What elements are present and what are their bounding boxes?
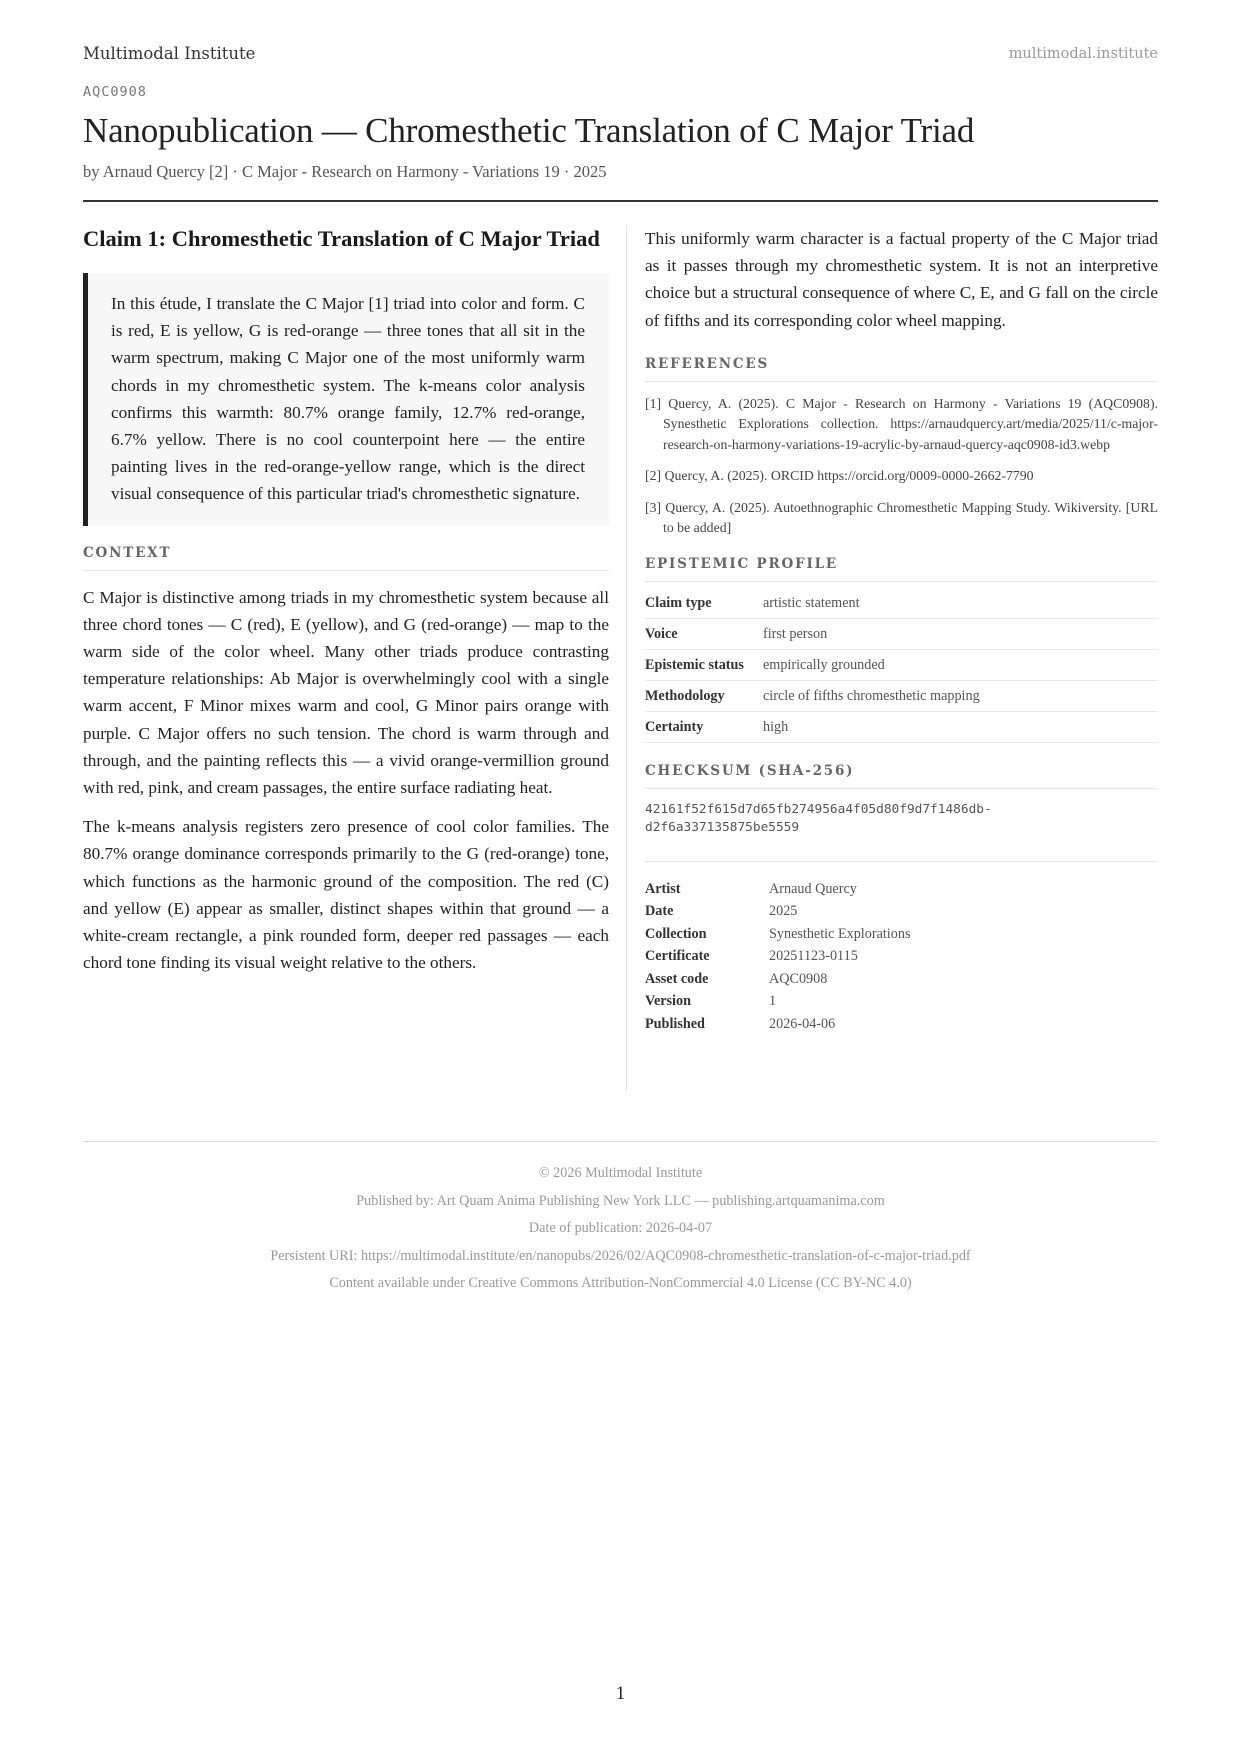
footer-publisher[interactable]: Published by: Art Quam Anima Publishing New York LLC — publishing.artquamanima.com — [356, 1192, 885, 1209]
epistemic-value: empirically grounded — [763, 649, 1158, 680]
epistemic-key: Claim type — [645, 588, 763, 619]
metadata-value: 1 — [769, 993, 777, 1010]
metadata-key: Date — [645, 903, 674, 920]
checksum-line: 42161f52f615d7d65fb274956a4f05d80f9d7f1486db- — [645, 801, 992, 817]
table-row — [645, 923, 910, 946]
epistemic-value: first person — [763, 618, 1158, 649]
metadata-value: Arnaud Quercy — [769, 880, 857, 897]
footer-publication-date: Date of publication: 2026-04-07 — [528, 1220, 713, 1236]
header-rule — [83, 200, 1158, 202]
metadata-key: Version — [645, 993, 691, 1010]
epistemic-value: circle of fifths chromesthetic mapping — [763, 680, 1158, 711]
metadata-key: Asset code — [645, 970, 709, 987]
table-row — [645, 711, 1158, 742]
table-row — [645, 680, 1158, 711]
table-row — [645, 990, 910, 1013]
page-title: Nanopublication — Chromesthetic Translation of C Major Triad — [83, 111, 975, 150]
checksum-value — [645, 801, 1158, 838]
table-row — [645, 618, 1158, 649]
metadata-key: Collection — [645, 925, 707, 942]
footer — [83, 1160, 1158, 1298]
site-link[interactable]: multimodal.institute — [1008, 46, 1158, 62]
metadata-key: Published — [645, 1015, 705, 1032]
epistemic-profile-table — [645, 588, 1158, 743]
claim-quote: In this étude, I translate the C Major [1] triad into color and form. C is red, E is yellow, G is red-orange — three tones that all sit in the warm spectrum, making C Major one of the most uniformly warm chords in my chromesthetic system. The k-means color analysis confirms this warmth: 80.7% orange family, 12.7% red-orange, 6.7% yellow. There is no cool counterpoint here — the entire painting lives in the red-orange-yellow range, which is the direct visual consequence of this particular triad's chromesthetic signature. — [83, 273, 609, 526]
metadata-table — [645, 878, 910, 1036]
table-row — [645, 968, 910, 991]
metadata-value: 20251123-0115 — [769, 948, 858, 965]
byline: by Arnaud Quercy [2] · C Major - Research on Harmony - Variations 19 · 2025 — [83, 162, 607, 181]
table-row — [645, 649, 1158, 680]
context-paragraph: C Major is distinctive among triads in my chromesthetic system because all three chord tones — C (red), E (yellow), and G (red-orange) — map to the warm side of the color wheel. Many other triads produce contrasting temperature relationships: Ab Major is overwhelmingly cool with a single warm accent, F Minor mixes warm and cool, G Minor pairs orange with purple. C Major offers no such tension. The chord is warm through and through, and the painting reflects this — a vivid orange-vermillion ground with red, pink, and cream passages, the entire surface radiating heat. — [83, 587, 609, 798]
right-column — [645, 225, 1158, 1035]
checksum-line: d2f6a337135875be5559 — [645, 820, 800, 836]
column-divider — [626, 225, 627, 1090]
metadata-value: 2026-04-06 — [769, 1015, 836, 1032]
epistemic-key: Methodology — [645, 680, 763, 711]
metadata-value: Synesthetic Explorations — [769, 925, 911, 942]
epistemic-profile-label: EPISTEMIC PROFILE — [645, 556, 1158, 582]
epistemic-key: Certainty — [645, 711, 763, 742]
context-label: CONTEXT — [83, 545, 609, 571]
table-row — [645, 945, 910, 968]
metadata-key: Certificate — [645, 948, 710, 965]
epistemic-value: artistic statement — [763, 588, 1158, 619]
epistemic-key: Voice — [645, 618, 763, 649]
metadata-value: 2025 — [769, 903, 798, 920]
footer-persistent-uri[interactable]: Persistent URI: https://multimodal.institute/en/nanopubs/2026/02/AQC0908-chromesthetic-translation-of-c-major-triad.pdf — [270, 1247, 971, 1264]
reference-item[interactable]: [1] Quercy, A. (2025). C Major - Research on Harmony - Variations 19 (AQC0908). Synesthetic Explorations collection. https://arnaudquercy.art/media/2025/11/c-major-research-on-harmony-variations-19-acrylic-by-arnaud-quercy-aqc0908-id3.webp — [645, 395, 1158, 452]
table-row — [645, 1013, 910, 1036]
reference-item[interactable]: [2] Quercy, A. (2025). ORCID https://orcid.org/0009-0000-2662-7790 — [645, 468, 1034, 484]
claim-title: Claim 1: Chromesthetic Translation of C Major Triad — [83, 226, 600, 251]
claim-continuation-paragraph: This uniformly warm character is a factual property of the C Major triad as it passes through my chromesthetic system. It is not an interpretive choice but a structural consequence of where C, E, and G fall on the circle of fifths and its corresponding color wheel mapping. — [645, 229, 1158, 330]
top-bar — [83, 44, 1158, 68]
table-row — [645, 588, 1158, 619]
asset-id: AQC0908 — [83, 84, 147, 100]
epistemic-value: high — [763, 711, 1158, 742]
metadata-value: AQC0908 — [769, 970, 828, 987]
checksum-label: CHECKSUM (SHA-256) — [645, 763, 1158, 789]
references-label: REFERENCES — [645, 356, 1158, 382]
footer-copyright: © 2026 Multimodal Institute — [538, 1165, 703, 1181]
references-list — [645, 394, 1158, 539]
footer-rule — [83, 1141, 1158, 1142]
epistemic-key: Epistemic status — [645, 649, 763, 680]
table-row — [645, 900, 910, 923]
reference-item: [3] Quercy, A. (2025). Autoethnographic Chromesthetic Mapping Study. Wikiversity. [URL to be added] — [645, 499, 1158, 536]
footer-license: Content available under Creative Commons Attribution-NonCommercial 4.0 License (CC BY-NC 4.0) — [329, 1275, 912, 1291]
context-paragraph: The k-means analysis registers zero presence of cool color families. The 80.7% orange dominance corresponds primarily to the G (red-orange) tone, which functions as the harmonic ground of the composition. The red (C) and yellow (E) appear as smaller, distinct shapes within that ground — a white-cream rectangle, a pink rounded form, deeper red passages — each chord tone finding its visual weight relative to the others. — [83, 817, 609, 973]
metadata-divider — [645, 861, 1158, 862]
page-number: 1 — [615, 1683, 626, 1704]
table-row — [645, 878, 910, 901]
left-column — [83, 225, 609, 976]
brand-name: Multimodal Institute — [83, 44, 256, 63]
document-page — [83, 0, 1158, 1754]
metadata-key: Artist — [645, 880, 681, 897]
